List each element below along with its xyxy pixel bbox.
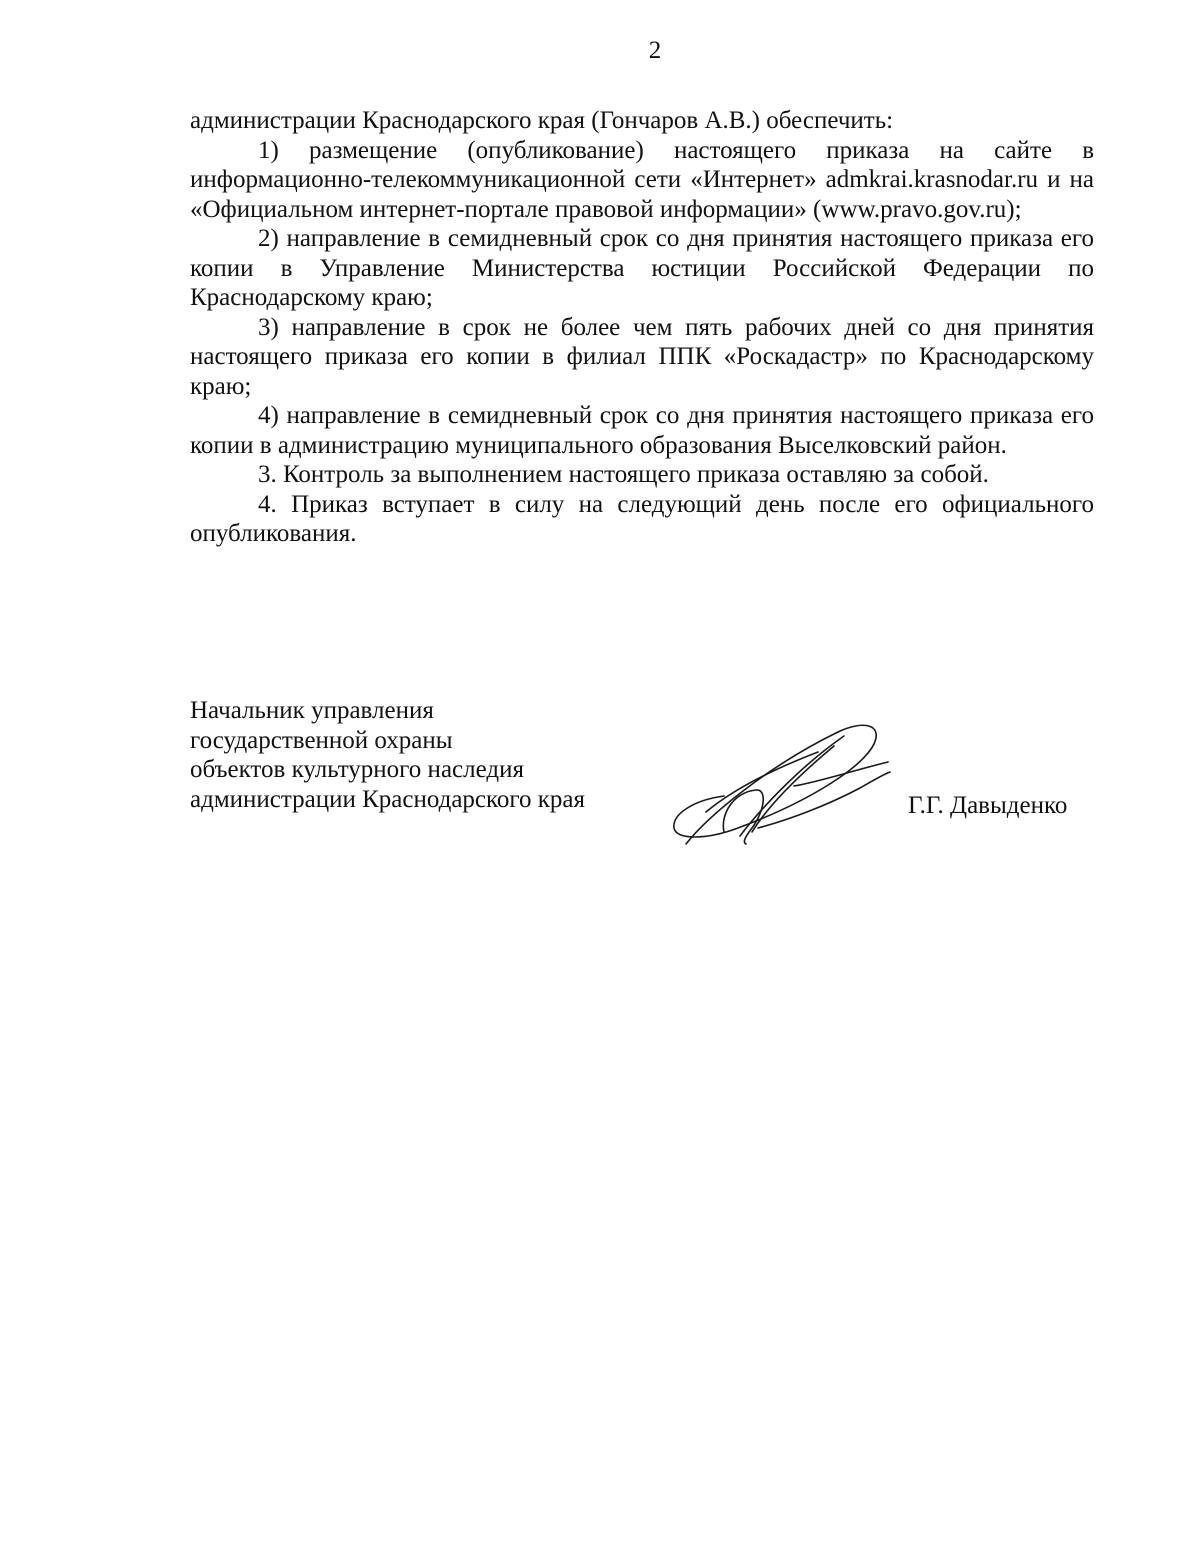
signer-position-line: государственной охраны [190, 726, 453, 754]
signer-position-line: объектов культурного наследия [190, 756, 524, 783]
signer-name: Г.Г. Давыденко [908, 792, 1068, 819]
paragraph-item-4: 4) направление в семидневный срок со дня принятия настоящего приказа его копии в администрацию муниципального образования Выселковский район. [190, 402, 1094, 459]
signer-position-line: администрации Краснодарского края [190, 785, 586, 813]
page-number: 2 [648, 37, 662, 64]
paragraph-clause-3: 3. Контроль за выполнением настоящего приказа оставляю за собой. [258, 461, 989, 488]
handwritten-signature [648, 716, 898, 852]
paragraph-item-1: 1) размещение (опубликование) настоящего приказа на сайте в информационно-телекоммуникационной сети «Интернет» admkrai.krasnodar.ru и на «Официальном интернет-портале правовой информации» (www.pravo.gov.ru); [190, 136, 1094, 223]
paragraph-item-2: 2) направление в семидневный срок со дня принятия настоящего приказа его копии в Управление Министерства юстиции Российской Федерации по Краснодарскому краю; [190, 225, 1094, 311]
document-body [190, 106, 1094, 549]
paragraph-intro: администрации Краснодарского края (Гончаров А.В.) обеспечить: [190, 107, 894, 134]
paragraph-clause-4: 4. Приказ вступает в силу на следующий день после его официального опубликования. [190, 490, 1094, 547]
signer-position-line: Начальник управления [190, 697, 434, 724]
paragraph-item-3: 3) направление в срок не более чем пять рабочих дней со дня принятия настоящего приказа его копии в филиал ППК «Роскадастр» по Краснодарскому краю; [190, 313, 1094, 400]
